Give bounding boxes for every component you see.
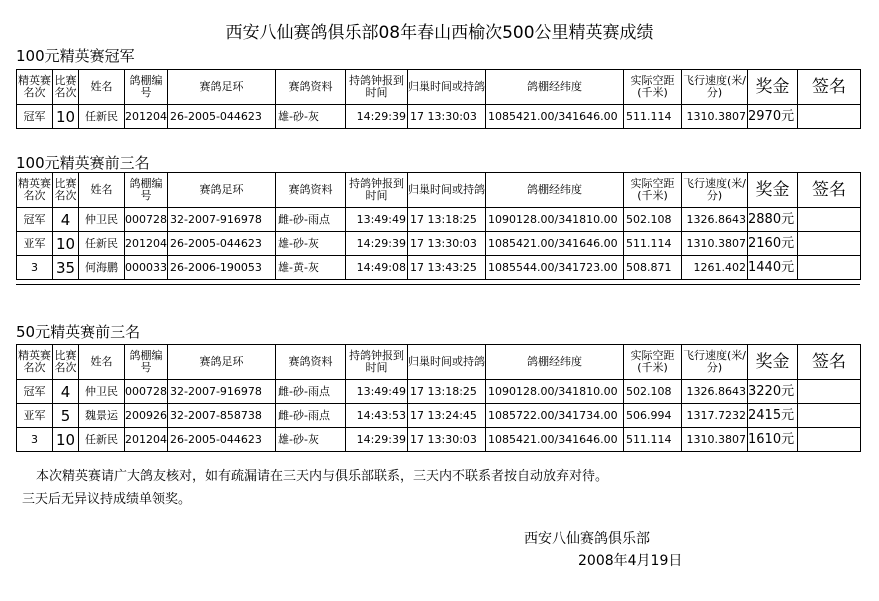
header-speed: 飞行速度(米/分) <box>682 345 748 380</box>
header-info: 赛鸽资料 <box>276 173 346 208</box>
cell-coords: 1085722.00/341734.00 <box>486 404 624 428</box>
results-table-top3-100 <box>16 172 861 280</box>
header-sign: 签名 <box>798 345 861 380</box>
header-name: 姓名 <box>79 70 125 105</box>
cell-distance: 511.114 <box>624 232 682 256</box>
cell-return: 17 13:30:03 <box>408 428 486 452</box>
cell-coords: 1090128.00/341810.00 <box>486 208 624 232</box>
cell-info: 雌-砂-雨点 <box>276 380 346 404</box>
cell-race-rank: 4 <box>53 208 79 232</box>
cell-prize: 1610元 <box>748 428 798 452</box>
header-clock-time: 持鸽钟报到时间 <box>346 173 408 208</box>
header-clock-time: 持鸽钟报到时间 <box>346 70 408 105</box>
cell-race-rank: 35 <box>53 256 79 280</box>
header-rank: 精英赛名次 <box>17 173 53 208</box>
cell-race-rank: 10 <box>53 232 79 256</box>
header-loft-no: 鸽棚编号 <box>125 345 168 380</box>
header-prize: 奖金 <box>748 173 798 208</box>
cell-distance: 502.108 <box>624 208 682 232</box>
table-row <box>17 256 861 280</box>
cell-rank: 冠军 <box>17 208 53 232</box>
cell-prize: 3220元 <box>748 380 798 404</box>
footer-date: 2008年4月19日 <box>578 553 683 569</box>
cell-name: 任新民 <box>79 428 125 452</box>
header-rank: 精英赛名次 <box>17 345 53 380</box>
cell-loft: 200926 <box>125 404 168 428</box>
cell-return: 17 13:24:45 <box>408 404 486 428</box>
cell-clock: 14:29:39 <box>346 232 408 256</box>
cell-rank: 冠军 <box>17 380 53 404</box>
cell-speed: 1317.7232 <box>682 404 748 428</box>
section-title-top3-50: 50元精英赛前三名 <box>16 323 141 341</box>
header-ring: 赛鸽足环 <box>168 173 276 208</box>
cell-loft: 000728 <box>125 208 168 232</box>
note-line-2: 三天后无异议持成绩单领奖。 <box>22 492 192 507</box>
header-speed: 飞行速度(米/分) <box>682 70 748 105</box>
cell-loft: 201204 <box>125 232 168 256</box>
header-info: 赛鸽资料 <box>276 70 346 105</box>
cell-info: 雄-黄-灰 <box>276 256 346 280</box>
cell-coords: 1090128.00/341810.00 <box>486 380 624 404</box>
cell-name: 何海鹏 <box>79 256 125 280</box>
cell-loft: 000033 <box>125 256 168 280</box>
cell-info: 雌-砂-雨点 <box>276 404 346 428</box>
cell-clock: 14:49:08 <box>346 256 408 280</box>
cell-info: 雄-砂-灰 <box>276 105 346 129</box>
cell-speed: 1326.8643 <box>682 208 748 232</box>
header-race-rank: 比赛名次 <box>53 70 79 105</box>
cell-distance: 508.871 <box>624 256 682 280</box>
header-distance: 实际空距(千米) <box>624 173 682 208</box>
cell-prize: 2415元 <box>748 404 798 428</box>
cell-prize: 2880元 <box>748 208 798 232</box>
header-distance: 实际空距(千米) <box>624 70 682 105</box>
table-row <box>17 428 861 452</box>
cell-sign[interactable] <box>798 404 861 428</box>
cell-clock: 14:29:39 <box>346 428 408 452</box>
cell-distance: 511.114 <box>624 428 682 452</box>
header-loft-no: 鸽棚编号 <box>125 70 168 105</box>
cell-ring: 26-2005-044623 <box>168 428 276 452</box>
cell-sign[interactable] <box>798 428 861 452</box>
header-coords: 鸽棚经纬度 <box>486 70 624 105</box>
table-header-row <box>17 345 861 380</box>
header-prize: 奖金 <box>748 70 798 105</box>
cell-prize: 1440元 <box>748 256 798 280</box>
cell-sign[interactable] <box>798 256 861 280</box>
cell-rank: 冠军 <box>17 105 53 129</box>
cell-ring: 26-2006-190053 <box>168 256 276 280</box>
cell-return: 17 13:18:25 <box>408 380 486 404</box>
header-prize: 奖金 <box>748 345 798 380</box>
cell-prize: 2970元 <box>748 105 798 129</box>
table-row <box>17 208 861 232</box>
header-return-time: 归巢时间或持鸽 <box>408 173 486 208</box>
cell-prize: 2160元 <box>748 232 798 256</box>
header-speed: 飞行速度(米/分) <box>682 173 748 208</box>
cell-race-rank: 10 <box>53 105 79 129</box>
cell-speed: 1310.3807 <box>682 232 748 256</box>
cell-name: 魏景运 <box>79 404 125 428</box>
divider-line <box>16 284 860 285</box>
header-race-rank: 比赛名次 <box>53 345 79 380</box>
cell-ring: 26-2005-044623 <box>168 105 276 129</box>
cell-coords: 1085544.00/341723.00 <box>486 256 624 280</box>
cell-return: 17 13:43:25 <box>408 256 486 280</box>
header-ring: 赛鸽足环 <box>168 345 276 380</box>
cell-sign[interactable] <box>798 208 861 232</box>
section-title-top3-100: 100元精英赛前三名 <box>16 154 150 172</box>
header-loft-no: 鸽棚编号 <box>125 173 168 208</box>
cell-ring: 32-2007-916978 <box>168 208 276 232</box>
cell-name: 任新民 <box>79 232 125 256</box>
table-row <box>17 404 861 428</box>
cell-race-rank: 10 <box>53 428 79 452</box>
header-coords: 鸽棚经纬度 <box>486 173 624 208</box>
cell-loft: 201204 <box>125 428 168 452</box>
note-line-1: 本次精英赛请广大鸽友核对，如有疏漏请在三天内与俱乐部联系，三天内不联系者按自动放弃对待。 <box>36 469 609 484</box>
cell-rank: 3 <box>17 256 53 280</box>
header-sign: 签名 <box>798 70 861 105</box>
cell-rank: 3 <box>17 428 53 452</box>
header-distance: 实际空距(千米) <box>624 345 682 380</box>
cell-coords: 1085421.00/341646.00 <box>486 105 624 129</box>
cell-clock: 13:49:49 <box>346 380 408 404</box>
cell-name: 任新民 <box>79 105 125 129</box>
header-coords: 鸽棚经纬度 <box>486 345 624 380</box>
cell-return: 17 13:30:03 <box>408 232 486 256</box>
cell-race-rank: 4 <box>53 380 79 404</box>
cell-info: 雄-砂-灰 <box>276 428 346 452</box>
cell-sign[interactable] <box>798 380 861 404</box>
cell-return: 17 13:30:03 <box>408 105 486 129</box>
cell-clock: 14:29:39 <box>346 105 408 129</box>
cell-coords: 1085421.00/341646.00 <box>486 232 624 256</box>
header-race-rank: 比赛名次 <box>53 173 79 208</box>
header-info: 赛鸽资料 <box>276 345 346 380</box>
header-return-time: 归巢时间或持鸽 <box>408 70 486 105</box>
cell-ring: 32-2007-916978 <box>168 380 276 404</box>
header-name: 姓名 <box>79 173 125 208</box>
cell-ring: 26-2005-044623 <box>168 232 276 256</box>
cell-distance: 502.108 <box>624 380 682 404</box>
table-row <box>17 380 861 404</box>
cell-distance: 511.114 <box>624 105 682 129</box>
cell-loft: 000728 <box>125 380 168 404</box>
cell-rank: 亚军 <box>17 232 53 256</box>
cell-clock: 13:49:49 <box>346 208 408 232</box>
table-row <box>17 232 861 256</box>
cell-info: 雌-砂-雨点 <box>276 208 346 232</box>
table-row <box>17 105 861 129</box>
cell-speed: 1310.3807 <box>682 428 748 452</box>
header-sign: 签名 <box>798 173 861 208</box>
cell-race-rank: 5 <box>53 404 79 428</box>
cell-name: 仲卫民 <box>79 380 125 404</box>
results-table-champion <box>16 69 861 129</box>
footer-club: 西安八仙赛鸽俱乐部 <box>524 531 650 547</box>
table-header-row <box>17 70 861 105</box>
cell-sign[interactable] <box>798 232 861 256</box>
cell-ring: 32-2007-858738 <box>168 404 276 428</box>
cell-sign[interactable] <box>798 105 861 129</box>
header-rank: 精英赛名次 <box>17 70 53 105</box>
cell-distance: 506.994 <box>624 404 682 428</box>
cell-name: 仲卫民 <box>79 208 125 232</box>
header-return-time: 归巢时间或持鸽 <box>408 345 486 380</box>
cell-return: 17 13:18:25 <box>408 208 486 232</box>
cell-coords: 1085421.00/341646.00 <box>486 428 624 452</box>
cell-speed: 1261.402 <box>682 256 748 280</box>
cell-rank: 亚军 <box>17 404 53 428</box>
header-clock-time: 持鸽钟报到时间 <box>346 345 408 380</box>
cell-clock: 14:43:53 <box>346 404 408 428</box>
results-table-top3-50 <box>16 344 861 452</box>
header-name: 姓名 <box>79 345 125 380</box>
header-ring: 赛鸽足环 <box>168 70 276 105</box>
table-header-row <box>17 173 861 208</box>
cell-info: 雄-砂-灰 <box>276 232 346 256</box>
section-title-champion: 100元精英赛冠军 <box>16 47 135 65</box>
cell-loft: 201204 <box>125 105 168 129</box>
cell-speed: 1310.3807 <box>682 105 748 129</box>
cell-speed: 1326.8643 <box>682 380 748 404</box>
document-title: 西安八仙赛鸽俱乐部08年春山西榆次500公里精英赛成绩 <box>225 23 654 43</box>
